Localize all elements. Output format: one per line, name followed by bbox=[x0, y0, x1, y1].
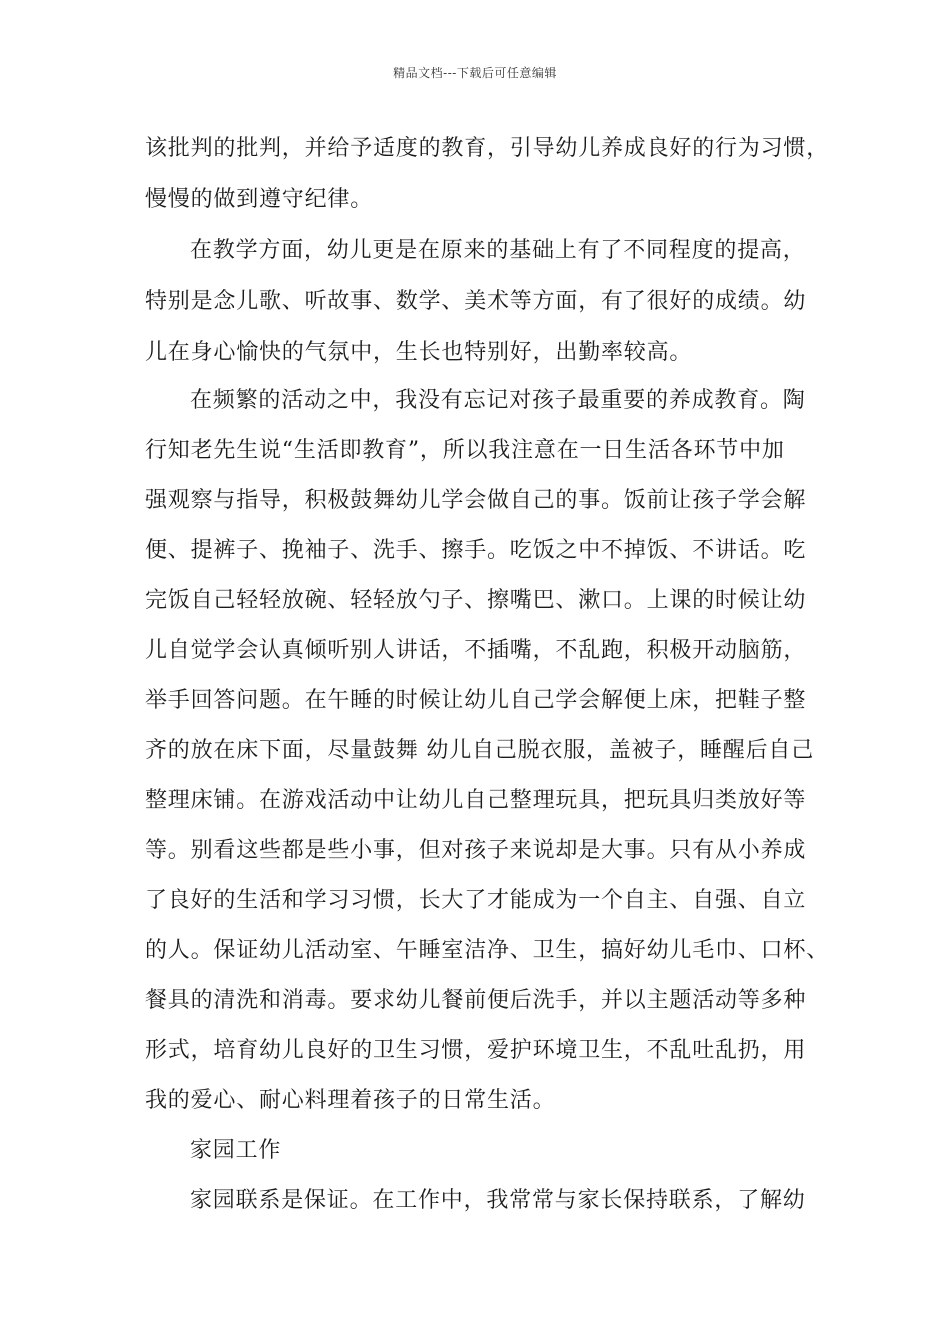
page-header: 精品文档---下载后可任意编辑 bbox=[393, 66, 557, 80]
body-line: 了良好的生活和学习习惯，长大了才能成为一个自主、自强、自立 bbox=[145, 888, 807, 913]
body-line: 我的爱心、耐心料理着孩子的日常生活。 bbox=[145, 1088, 556, 1113]
body-line: 整理床铺。在游戏活动中让幼儿自己整理玩具，把玩具归类放好等 bbox=[145, 788, 807, 813]
body-line: 该批判的批判，并给予适度的教育，引导幼儿养成良好的行为习惯， bbox=[145, 136, 830, 161]
body-line: 特别是念儿歌、听故事、数学、美术等方面，有了很好的成绩。幼 bbox=[145, 289, 807, 314]
body-line: 餐具的清洗和消毒。要求幼儿餐前便后洗手，并以主题活动等多种 bbox=[145, 988, 807, 1013]
body-line: 在教学方面，幼儿更是在原来的基础上有了不同程度的提高， bbox=[190, 238, 806, 263]
body-line: 举手回答问题。在午睡的时候让幼儿自己学会解便上床，把鞋子整 bbox=[145, 688, 807, 713]
body-line: 便、提裤子、挽袖子、洗手、擦手。吃饭之中不掉饭、不讲话。吃 bbox=[145, 538, 807, 563]
body-line: 在频繁的活动之中，我没有忘记对孩子最重要的养成教育。陶 bbox=[190, 388, 806, 413]
body-line: 完饭自己轻轻放碗、轻轻放勺子、擦嘴巴、漱口。上课的时候让幼 bbox=[145, 588, 807, 613]
body-line: 的人。保证幼儿活动室、午睡室洁净、卫生，搞好幼儿毛巾、口杯、 bbox=[145, 938, 830, 963]
body-line: 强观察与指导，积极鼓舞幼儿学会做自己的事。饭前让孩子学会解 bbox=[145, 488, 807, 513]
body-line: 齐的放在床下面，尽量鼓舞 幼儿自己脱衣服，盖被子，睡醒后自己 bbox=[145, 738, 814, 763]
body-line: 家园联系是保证。在工作中，我常常与家长保持联系，了解幼 bbox=[190, 1188, 806, 1213]
body-line: 儿自觉学会认真倾听别人讲话，不插嘴，不乱跑，积极开动脑筋， bbox=[145, 638, 807, 663]
body-line: 行知老先生说“生活即教育”，所以我注意在一日生活各环节中加 bbox=[145, 438, 785, 463]
body-line: 等。别看这些都是些小事，但对孩子来说却是大事。只有从小养成 bbox=[145, 838, 807, 863]
body-line: 形式，培育幼儿良好的卫生习惯，爱护环境卫生，不乱吐乱扔，用 bbox=[145, 1038, 807, 1063]
body-line: 儿在身心愉快的气氛中，生长也特别好，出勤率较高。 bbox=[145, 340, 693, 365]
body-line: 慢慢的做到遵守纪律。 bbox=[145, 187, 374, 212]
section-heading: 家园工作 bbox=[190, 1138, 282, 1163]
